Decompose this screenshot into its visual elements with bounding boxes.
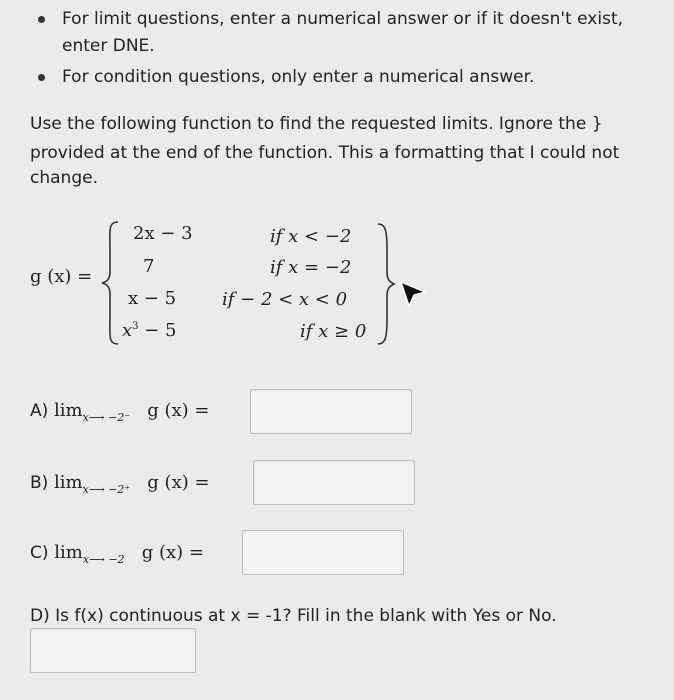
question-b [30, 472, 210, 496]
answer-c-input[interactable] [242, 530, 404, 575]
question-c-lim: lim [54, 542, 83, 563]
question-b-subscript: x⟶ −2⁺ [82, 483, 131, 496]
answer-b-input[interactable] [253, 460, 415, 505]
case-1-expr: 2x − 3 [133, 223, 193, 244]
intro-line2: provided at the end of the function. This a formatting that I could not [30, 143, 620, 163]
case-3-expr: x − 5 [128, 288, 177, 309]
question-a-subscript: x⟶ −2⁻ [82, 411, 131, 424]
answer-d-input[interactable] [30, 628, 196, 673]
question-c-label: C) [30, 543, 49, 563]
question-c [30, 542, 204, 566]
case-4-base: x [122, 320, 133, 341]
case-2-cond: if x = −2 [270, 257, 352, 278]
bullet-1-line2: enter DNE. [62, 36, 155, 56]
intro-line3: change. [30, 168, 98, 188]
case-1-cond: if x < −2 [270, 226, 352, 247]
case-4-expr [122, 320, 177, 341]
case-4-rest: − 5 [138, 320, 177, 341]
case-2-expr: 7 [143, 256, 155, 277]
question-a [30, 400, 210, 424]
function-lhs: g (x) = [30, 266, 93, 287]
question-b-rhs: g (x) = [147, 472, 210, 493]
question-a-lim: lim [54, 400, 83, 421]
bullet-dot [38, 74, 45, 81]
question-a-label: A) [30, 401, 49, 421]
left-brace [100, 220, 122, 346]
question-a-rhs: g (x) = [147, 400, 210, 421]
bullet-dot [38, 16, 45, 23]
case-4-cond: if x ≥ 0 [300, 321, 367, 342]
case-4-exponent: 3 [132, 321, 139, 332]
question-d: D) Is f(x) continuous at x = -1? Fill in the blank with Yes or No. [30, 606, 557, 626]
bullet-1-line1: For limit questions, enter a numerical answer or if it doesn't exist, [62, 9, 624, 29]
question-b-label: B) [30, 473, 49, 493]
intro-line1: Use the following function to find the requested limits. Ignore the } [30, 114, 603, 134]
question-b-lim: lim [54, 472, 83, 493]
case-3-cond: if − 2 < x < 0 [222, 289, 348, 310]
question-c-subscript: x⟶ −2 [82, 553, 125, 566]
answer-a-input[interactable] [250, 389, 412, 434]
bullet-2-line1: For condition questions, only enter a numerical answer. [62, 67, 535, 87]
mouse-cursor-icon [399, 280, 427, 310]
right-brace [376, 222, 398, 346]
question-c-rhs: g (x) = [141, 542, 204, 563]
